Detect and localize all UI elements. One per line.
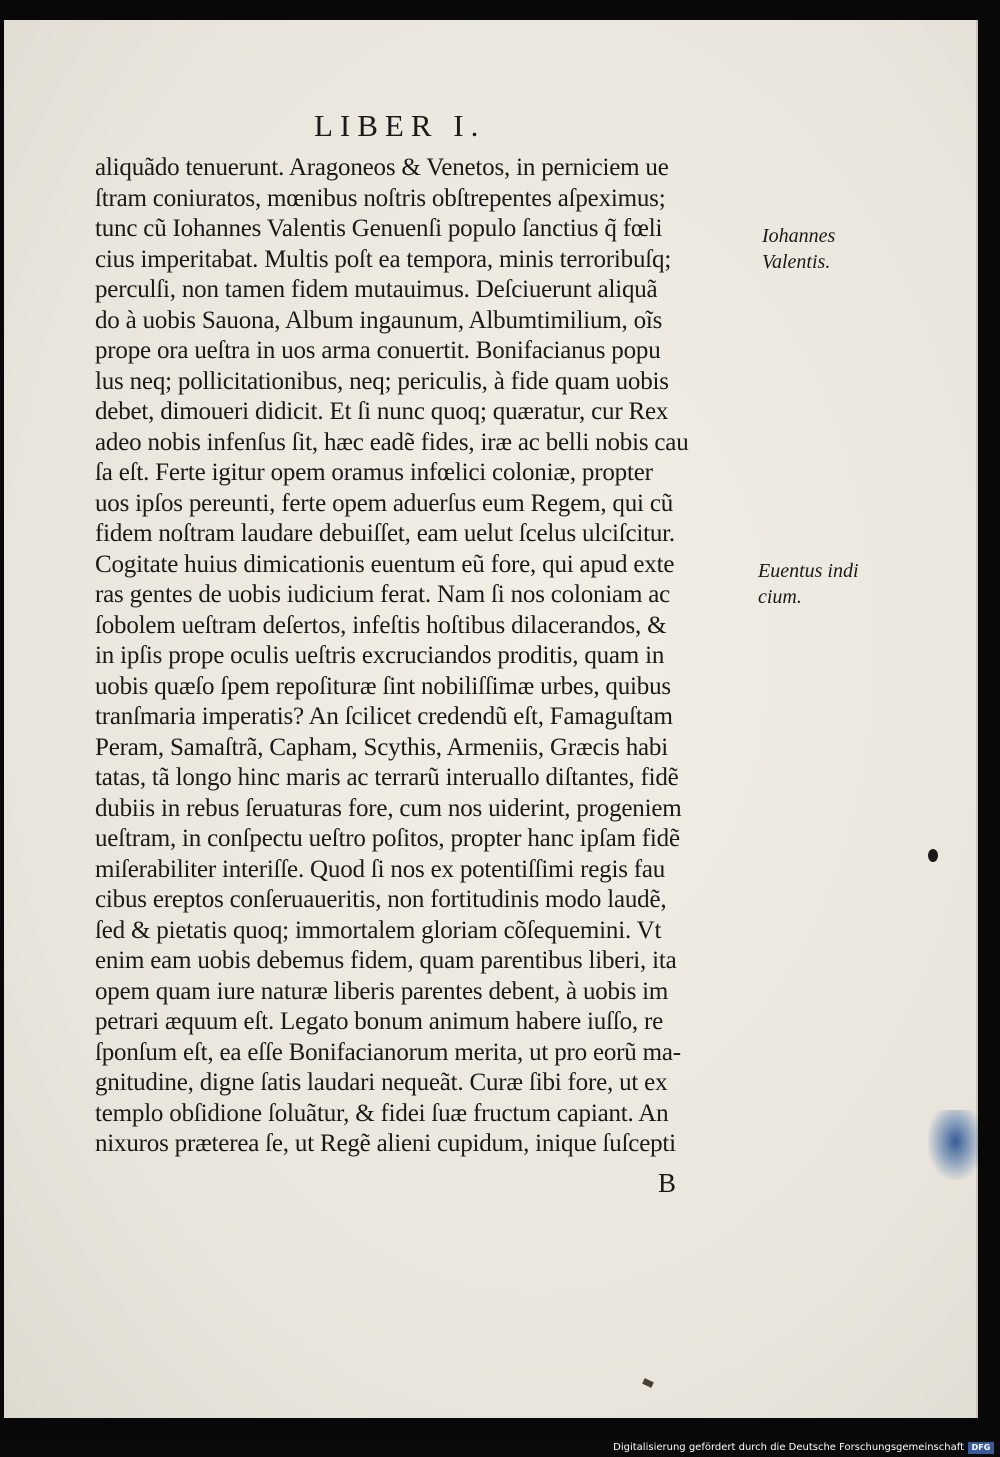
margin-note-line: Iohannes: [762, 225, 836, 247]
text-line: tranſmaria imperatis? An ſcilicet credendũ eſt, Famaguſtam: [95, 703, 673, 730]
text-line: Cogitate huius dimicationis euentum eũ fore, qui apud exte: [95, 550, 675, 578]
text-line: ſtram coniuratos, mœnibus noſtris obſtrepentes aſpeximus;: [95, 184, 666, 212]
text-line: nixuros præterea ſe, ut Regẽ alieni cupidum, inique ſuſcepti: [95, 1130, 676, 1157]
text-line: Peram, Samaſtrã, Capham, Scythis, Armeniis, Græcis habi: [95, 733, 668, 761]
text-line: tatas, tã longo hinc maris ac terrarũ interuallo diſtantes, fidẽ: [95, 764, 679, 791]
text-line: dubiis in rebus ſeruaturas fore, cum nos uiderint, progeniem: [95, 794, 682, 822]
margin-note-line: Euentus indi: [758, 560, 859, 582]
text-line: uos ipſos pereunti, ferte opem aduerſus eum Regem, qui cũ: [95, 489, 674, 517]
text-line: in ipſis prope oculis ueſtris excruciandos proditis, quam in: [95, 642, 665, 669]
text-line: do à uobis Sauona, Album ingaunum, Albumtimilium, oĩs: [95, 306, 663, 334]
margin-note-line: Valentis.: [762, 251, 831, 273]
text-line: opem quam iure naturæ liberis parentes debent, à uobis im: [95, 977, 669, 1005]
signature-mark: B: [658, 1168, 677, 1198]
text-line: cius imperitabat. Multis poſt ea tempora, minis terroribuſq;: [95, 245, 672, 273]
book-page: [4, 20, 978, 1418]
text-line: adeo nobis infenſus ſit, hæc eadẽ fides, iræ ac belli nobis cau: [95, 428, 689, 456]
margin-note-line: cium.: [758, 586, 802, 608]
margin-note-euentus: [758, 558, 859, 610]
body-text: [95, 153, 775, 1160]
text-line: perculſi, non tamen fidem mutauimus. Deſciuerunt aliquã: [95, 276, 658, 303]
ink-dot: [928, 849, 938, 862]
ink-stain: [928, 1110, 978, 1180]
text-line: cibus ereptos conſeruaueritis, non fortitudinis modo laudẽ,: [95, 886, 667, 913]
text-line: gnitudine, digne ſatis laudari nequeãt. Curæ ſibi fore, ut ex: [95, 1069, 668, 1096]
text-line: uobis quæſo ſpem repoſituræ ſint nobiliſſimæ urbes, quibus: [95, 672, 671, 700]
text-line: petrari æquum eſt. Legato bonum animum habere iuſſo, re: [95, 1008, 664, 1035]
text-line: enim eam uobis debemus fidem, quam parentibus liberi, ita: [95, 947, 677, 974]
text-line: templo obſidione ſoluãtur, & fidei ſuæ fructum capiant. An: [95, 1099, 669, 1127]
text-line: ſed & pietatis quoq; immortalem gloriam cõſequemini. Vt: [95, 916, 662, 944]
text-line: ſa eſt. Ferte igitur opem oramus infœlici coloniæ, propter: [95, 459, 653, 486]
text-line: ſobolem ueſtram deſertos, infeſtis hoſtibus dilacerandos, &: [95, 611, 667, 639]
text-line: ſponſum eſt, ea eſſe Bonifacianorum merita, ut pro eorũ ma-: [95, 1038, 681, 1066]
text-line: aliquãdo tenuerunt. Aragoneos & Venetos, in perniciem ue: [95, 154, 669, 181]
text-line: ras gentes de uobis iudicium ferat. Nam ſi nos coloniam ac: [95, 581, 671, 608]
margin-note-iohannes: [762, 223, 835, 275]
text-line: miſerabiliter interiſſe. Quod ſi nos ex potentiſſimi regis fau: [95, 855, 666, 883]
text-line: fidem noſtram laudare debuiſſet, eam uelut ſcelus ulciſcitur.: [95, 520, 675, 547]
text-line: ueſtram, in conſpectu ueſtro poſitos, propter hanc ipſam fidẽ: [95, 825, 680, 852]
text-line: debet, dimoueri didicit. Et ſi nunc quoq; quæratur, cur Rex: [95, 398, 669, 425]
text-line: prope ora ueſtra in uos arma conuertit. Bonifacianus popu: [95, 337, 661, 364]
text-line: lus neq; pollicitationibus, neq; periculis, à fide quam uobis: [95, 367, 669, 395]
running-header: LIBER I.: [314, 108, 486, 143]
digitization-credit: Digitalisierung gefördert durch die Deutsche Forschungsgemeinschaft: [613, 1442, 964, 1453]
text-line: tunc cũ Iohannes Valentis Genuenſi populo ſanctius q̃ fœli: [95, 215, 663, 242]
dfg-logo: DFG: [968, 1442, 994, 1454]
